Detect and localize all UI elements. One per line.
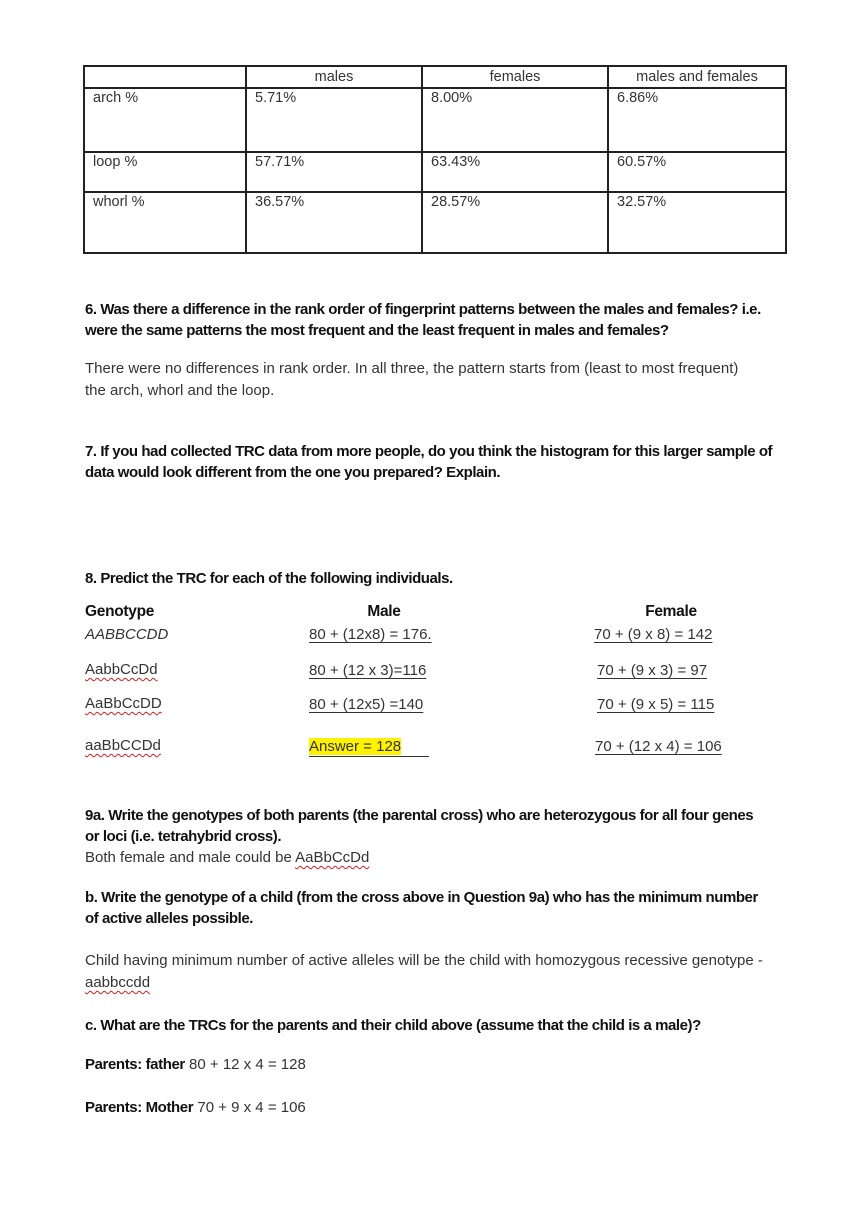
q9a-answer-genotype: AaBbCcDd: [295, 849, 370, 866]
q8-col-female: Female: [645, 603, 697, 620]
q8-genotype: AabbCcDd: [85, 661, 158, 678]
q8-genotype: aaBbCCDd: [85, 737, 161, 754]
fingerprint-table: [83, 65, 787, 254]
q8-female-value: 70 + (9 x 5) = 115: [597, 696, 715, 713]
q8-male-value: 80 + (12x5) =140: [309, 696, 424, 713]
row-label: loop %: [84, 152, 246, 192]
table-header-both: males and females: [608, 66, 786, 88]
q8-female-value: 70 + (9 x 3) = 97: [597, 662, 708, 679]
q9a-question-line1: 9a. Write the genotypes of both parents (the parental cross) who are heterozygous for all four genes: [85, 807, 754, 824]
table-row: [84, 152, 786, 192]
cell-females: 63.43%: [422, 152, 608, 192]
cell-both: 32.57%: [608, 192, 786, 253]
table-row: [84, 192, 786, 253]
q7-question-line2: data would look different from the one you prepared? Explain.: [85, 464, 501, 481]
q8-male-answer-highlight: Answer = 128: [309, 738, 402, 755]
cell-both: 60.57%: [608, 152, 786, 192]
table-row: [84, 88, 786, 152]
q9a-answer-prefix: Both female and male could be: [85, 849, 296, 866]
cell-males: 5.71%: [246, 88, 422, 152]
q9c-father-label: Parents: father: [85, 1056, 185, 1073]
q9b-answer-line1: Child having minimum number of active alleles will be the child with homozygous recessive genotype -: [85, 952, 763, 969]
q9c-mother-label: Parents: Mother: [85, 1099, 194, 1116]
row-label: whorl %: [84, 192, 246, 253]
cell-both: 6.86%: [608, 88, 786, 152]
q8-female-value: 70 + (12 x 4) = 106: [595, 738, 722, 755]
q7-question-line1: 7. If you had collected TRC data from more people, do you think the histogram for this larger sample of: [85, 443, 773, 460]
q9c-father-value: 80 + 12 x 4 = 128: [184, 1056, 306, 1073]
table-header-females: females: [422, 66, 608, 88]
q9b-question-line2: of active alleles possible.: [85, 910, 253, 927]
table-header-empty: [84, 66, 246, 88]
q8-col-male: Male: [367, 603, 401, 620]
q9a-question-line2: or loci (i.e. tetrahybrid cross).: [85, 828, 282, 845]
q9c-mother-value: 70 + 9 x 4 = 106: [193, 1099, 306, 1116]
q6-answer-line2: the arch, whorl and the loop.: [85, 382, 275, 399]
table-header-males: males: [246, 66, 422, 88]
q8-male-value: 80 + (12 x 3)=116: [309, 662, 427, 679]
q8-question: 8. Predict the TRC for each of the following individuals.: [85, 570, 453, 587]
q9c-question: c. What are the TRCs for the parents and their child above (assume that the child is a male)?: [85, 1017, 701, 1034]
q6-question-line1: 6. Was there a difference in the rank order of fingerprint patterns between the males and females? i.e.: [85, 301, 761, 318]
q9c-mother: [85, 1097, 306, 1119]
q9a-answer: [85, 847, 369, 869]
q8-col-genotype: Genotype: [85, 603, 155, 620]
q6-question-line2: were the same patterns the most frequent and the least frequent in males and females?: [85, 322, 669, 339]
table-header-row: [84, 66, 786, 88]
q8-genotype: AaBbCcDD: [85, 695, 162, 712]
row-label: arch %: [84, 88, 246, 152]
q8-male-value: 80 + (12x8) = 176.: [309, 626, 432, 643]
cell-females: 28.57%: [422, 192, 608, 253]
cell-males: 36.57%: [246, 192, 422, 253]
q9c-father: [85, 1054, 306, 1076]
cell-females: 8.00%: [422, 88, 608, 152]
q9b-question-line1: b. Write the genotype of a child (from the cross above in Question 9a) who has the minimum number: [85, 889, 758, 906]
q9b-answer-genotype: aabbccdd: [85, 974, 151, 991]
cell-males: 57.71%: [246, 152, 422, 192]
q8-male-answer: [309, 738, 429, 757]
q6-answer-line1: There were no differences in rank order. In all three, the pattern starts from (least to most frequent): [85, 360, 739, 377]
q8-female-value: 70 + (9 x 8) = 142: [594, 626, 713, 643]
q8-genotype: AABBCCDD: [85, 626, 169, 643]
